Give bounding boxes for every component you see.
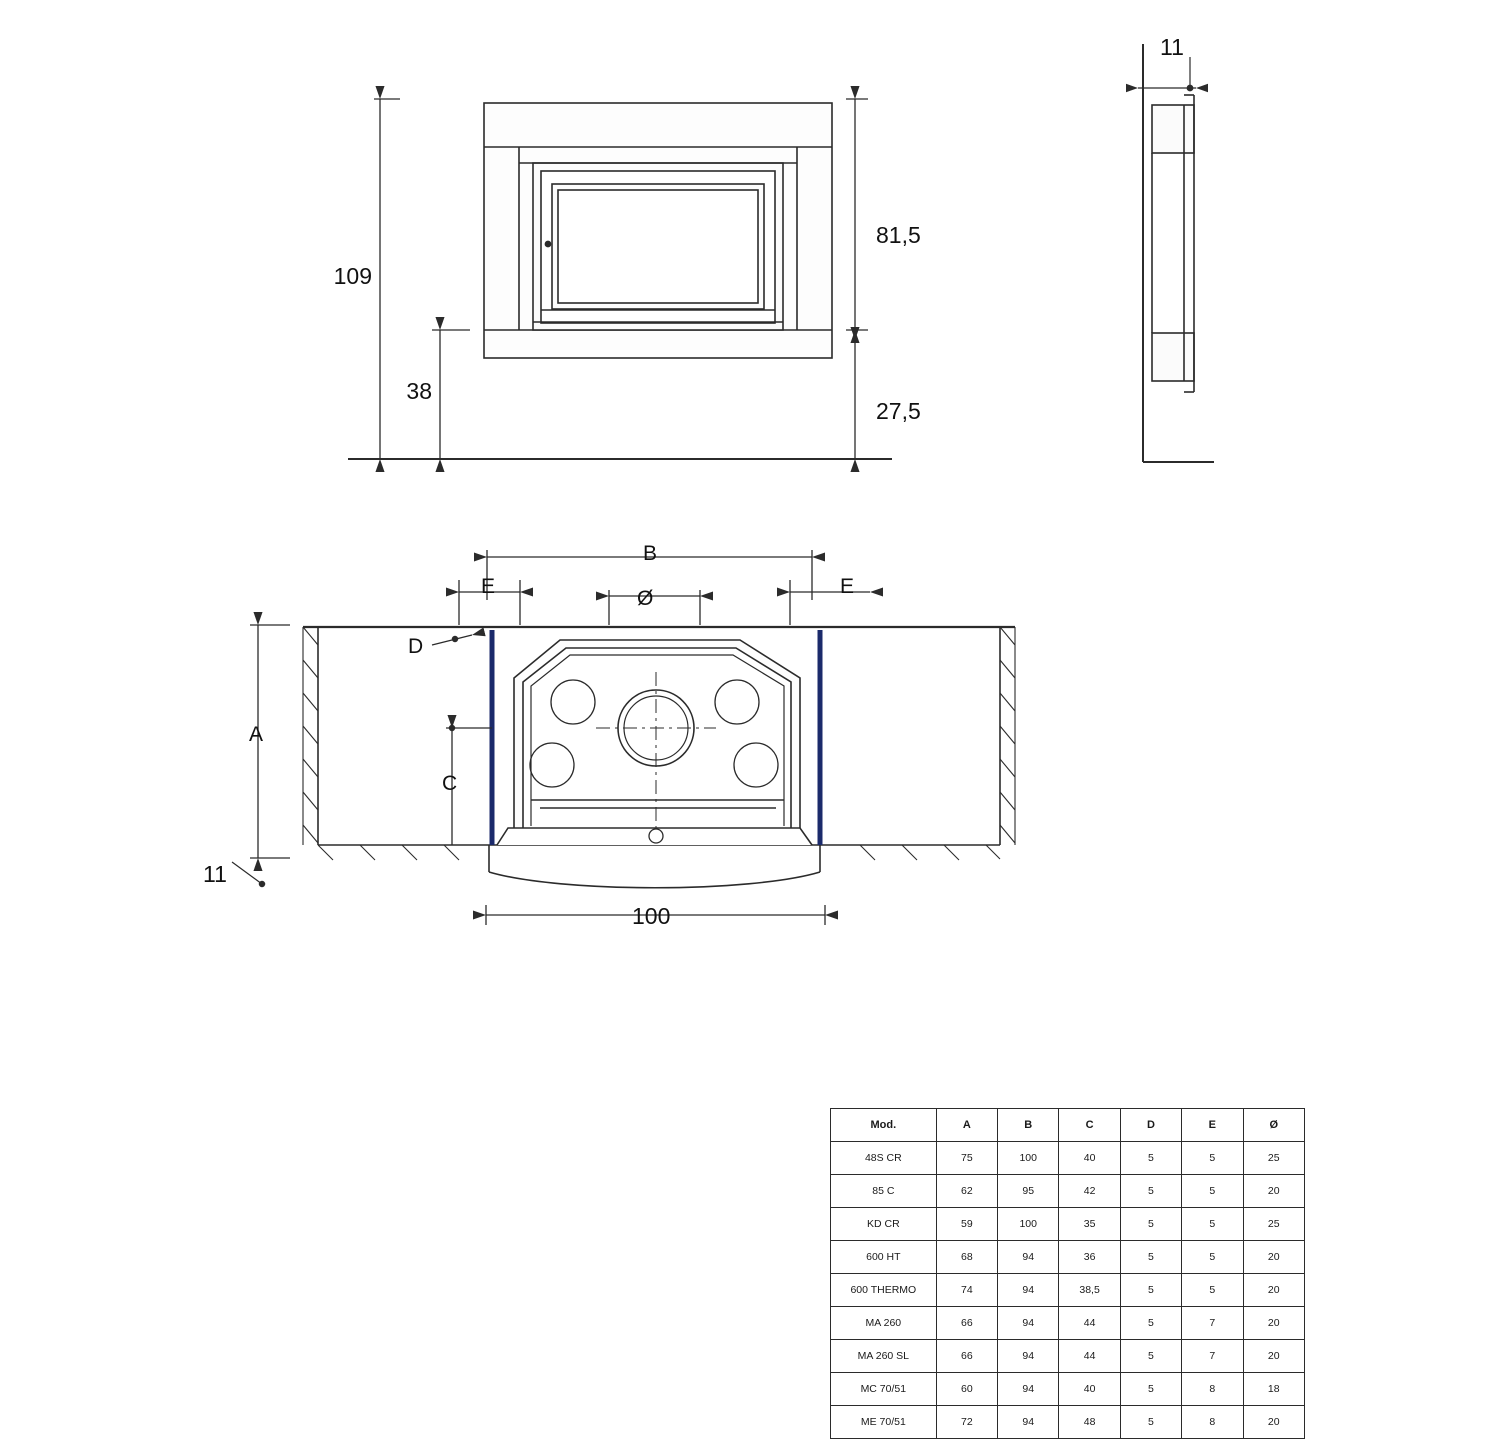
cell-d: 5 xyxy=(1120,1307,1181,1340)
letter-b: B xyxy=(643,542,658,565)
cell-c: 42 xyxy=(1059,1175,1120,1208)
cell-c: 44 xyxy=(1059,1340,1120,1373)
letter-diameter: Ø xyxy=(637,587,654,610)
cell-model: MA 260 xyxy=(831,1307,937,1340)
cell-e: 5 xyxy=(1182,1208,1243,1241)
table-header-row xyxy=(831,1109,1305,1142)
cell-diameter: 20 xyxy=(1243,1274,1304,1307)
cell-b: 94 xyxy=(998,1340,1059,1373)
table-row xyxy=(831,1406,1305,1439)
cell-diameter: 20 xyxy=(1243,1175,1304,1208)
cell-diameter: 18 xyxy=(1243,1373,1304,1406)
table-row xyxy=(831,1307,1305,1340)
cell-b: 100 xyxy=(998,1208,1059,1241)
cell-b: 94 xyxy=(998,1307,1059,1340)
cell-a: 66 xyxy=(936,1307,997,1340)
cell-c: 40 xyxy=(1059,1373,1120,1406)
cell-e: 5 xyxy=(1182,1274,1243,1307)
header-a: A xyxy=(936,1109,997,1142)
cell-b: 94 xyxy=(998,1274,1059,1307)
cell-model: 600 THERMO xyxy=(831,1274,937,1307)
cell-diameter: 20 xyxy=(1243,1340,1304,1373)
letter-e-right: E xyxy=(840,575,855,598)
cell-b: 100 xyxy=(998,1142,1059,1175)
letter-e-left: E xyxy=(481,575,496,598)
dim-overall-width: 100 xyxy=(632,903,671,929)
header-c: C xyxy=(1059,1109,1120,1142)
cell-model: MA 260 SL xyxy=(831,1340,937,1373)
dim-hearth-height: 27,5 xyxy=(876,398,921,424)
cell-b: 94 xyxy=(998,1241,1059,1274)
cell-diameter: 20 xyxy=(1243,1241,1304,1274)
cell-model: MC 70/51 xyxy=(831,1373,937,1406)
dim-wall-thickness: 11 xyxy=(1160,34,1184,60)
cell-model: 85 C xyxy=(831,1175,937,1208)
header-d: D xyxy=(1120,1109,1181,1142)
letter-c: C xyxy=(442,772,458,795)
header-b: B xyxy=(998,1109,1059,1142)
cell-c: 38,5 xyxy=(1059,1274,1120,1307)
dim-total-height: 109 xyxy=(333,263,372,289)
plan-view xyxy=(303,627,1015,888)
cell-d: 5 xyxy=(1120,1373,1181,1406)
cell-a: 59 xyxy=(936,1208,997,1241)
cell-e: 5 xyxy=(1182,1175,1243,1208)
cell-a: 62 xyxy=(936,1175,997,1208)
cell-c: 36 xyxy=(1059,1241,1120,1274)
cell-d: 5 xyxy=(1120,1208,1181,1241)
table-row xyxy=(831,1340,1305,1373)
table-row xyxy=(831,1241,1305,1274)
cell-a: 66 xyxy=(936,1340,997,1373)
letter-a: A xyxy=(249,723,264,746)
cell-model: 600 HT xyxy=(831,1241,937,1274)
cell-d: 5 xyxy=(1120,1241,1181,1274)
cell-a: 75 xyxy=(936,1142,997,1175)
spec-table-container xyxy=(830,1108,1305,1439)
cell-a: 60 xyxy=(936,1373,997,1406)
table-row xyxy=(831,1208,1305,1241)
table-row xyxy=(831,1373,1305,1406)
cell-d: 5 xyxy=(1120,1142,1181,1175)
cell-c: 48 xyxy=(1059,1406,1120,1439)
cell-b: 95 xyxy=(998,1175,1059,1208)
dim-base-height: 38 xyxy=(406,378,432,404)
front-view xyxy=(484,103,832,358)
header-e: E xyxy=(1182,1109,1243,1142)
cell-diameter: 25 xyxy=(1243,1142,1304,1175)
table-row xyxy=(831,1142,1305,1175)
cell-model: ME 70/51 xyxy=(831,1406,937,1439)
cell-a: 68 xyxy=(936,1241,997,1274)
cell-diameter: 20 xyxy=(1243,1307,1304,1340)
cell-diameter: 20 xyxy=(1243,1406,1304,1439)
cell-c: 44 xyxy=(1059,1307,1120,1340)
dim-opening-height: 81,5 xyxy=(876,222,921,248)
cell-e: 7 xyxy=(1182,1340,1243,1373)
cell-d: 5 xyxy=(1120,1406,1181,1439)
cell-c: 40 xyxy=(1059,1142,1120,1175)
cell-a: 74 xyxy=(936,1274,997,1307)
header-mod: Mod. xyxy=(831,1109,937,1142)
header-diameter: Ø xyxy=(1243,1109,1304,1142)
cell-e: 8 xyxy=(1182,1373,1243,1406)
letter-d: D xyxy=(408,635,424,658)
cell-d: 5 xyxy=(1120,1340,1181,1373)
model-dimensions-table xyxy=(830,1108,1305,1439)
dim-wall-offset: 11 xyxy=(203,861,227,887)
cell-model: KD CR xyxy=(831,1208,937,1241)
cell-e: 5 xyxy=(1182,1241,1243,1274)
table-row xyxy=(831,1175,1305,1208)
cell-diameter: 25 xyxy=(1243,1208,1304,1241)
side-view xyxy=(1138,44,1214,462)
cell-d: 5 xyxy=(1120,1274,1181,1307)
cell-a: 72 xyxy=(936,1406,997,1439)
table-row xyxy=(831,1274,1305,1307)
cell-model: 48S CR xyxy=(831,1142,937,1175)
cell-c: 35 xyxy=(1059,1208,1120,1241)
cell-e: 5 xyxy=(1182,1142,1243,1175)
cell-b: 94 xyxy=(998,1406,1059,1439)
cell-d: 5 xyxy=(1120,1175,1181,1208)
cell-e: 8 xyxy=(1182,1406,1243,1439)
cell-e: 7 xyxy=(1182,1307,1243,1340)
cell-b: 94 xyxy=(998,1373,1059,1406)
